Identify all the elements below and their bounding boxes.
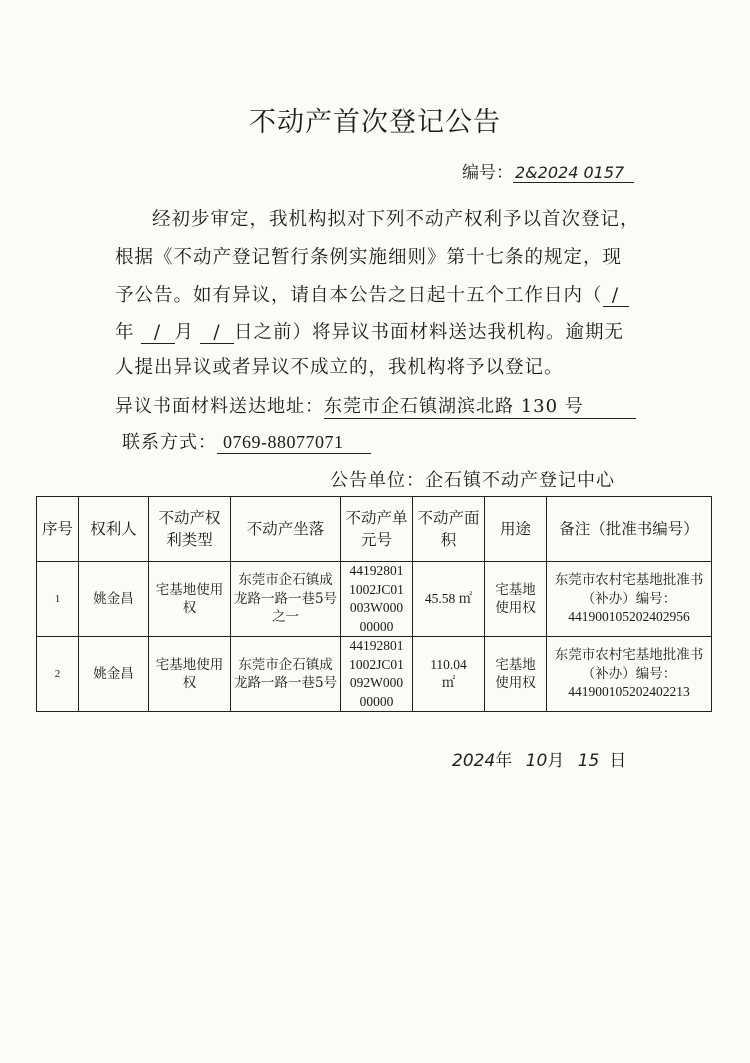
cell-seq: 1 [37, 562, 79, 637]
table-row [37, 637, 712, 712]
date-month-suffix: 月 [547, 751, 565, 771]
body-line-3 [115, 281, 629, 307]
date-day-suffix: 日 [609, 751, 627, 771]
document-number-value: 2&2024 0157 [513, 163, 634, 183]
header-area: 不动产面积 [413, 497, 485, 562]
deadline-day-blank: / [200, 322, 234, 344]
body-line-2: 根据《不动产登记暂行条例实施细则》第十七条的规定，现 [115, 247, 623, 268]
contact-label: 联系方式： [122, 432, 217, 453]
registration-table [36, 496, 712, 712]
cell-unit-no: 441928011002JC01003W00000000 [341, 562, 413, 637]
header-location: 不动产坐落 [231, 497, 341, 562]
cell-usage: 宅基地使用权 [485, 562, 547, 637]
cell-area: 45.58 ㎡ [413, 562, 485, 637]
body-line-5: 人提出异议或者异议不成立的，我机构将予以登记。 [115, 357, 564, 378]
cell-unit-no: 441928011002JC01092W00000000 [341, 637, 413, 712]
table-header-row [37, 497, 712, 562]
cell-right-type: 宅基地使用权 [149, 637, 231, 712]
header-usage: 用途 [485, 497, 547, 562]
header-seq: 序号 [37, 497, 79, 562]
cell-owner: 姚金昌 [79, 562, 149, 637]
deadline-day-suffix: 日之前）将异议书面材料送达我机构。逾期无 [234, 322, 625, 343]
date-year: 2024 [452, 751, 496, 771]
address-row [115, 392, 636, 419]
address-value: 东莞市企石镇湖滨北路 130 号 [324, 392, 636, 419]
address-label: 异议书面材料送达地址： [115, 396, 324, 417]
cell-note [547, 637, 712, 712]
deadline-month-blank: / [141, 322, 175, 344]
date-month: 10 [525, 751, 548, 771]
issuer: 公告单位：企石镇不动产登记中心 [330, 470, 615, 491]
document-number [462, 158, 634, 183]
cell-right-type: 宅基地使用权 [149, 562, 231, 637]
cell-area: 110.04 ㎡ [413, 637, 485, 712]
signature-date [452, 746, 626, 771]
header-unit-no: 不动产单元号 [341, 497, 413, 562]
note-text: 东莞市农村宅基地批准书（补办）编号： [554, 647, 704, 682]
document-number-label: 编号： [462, 163, 513, 183]
contact-row [122, 428, 371, 454]
header-note: 备注（批准书编号） [547, 497, 712, 562]
cell-location: 东莞市企石镇成龙路一路一巷5号 [231, 637, 341, 712]
body-line-1: 经初步审定，我机构拟对下列不动产权利予以首次登记， [152, 209, 640, 230]
body-line-3-text: 予公告。如有异议，请自本公告之日起十五个工作日内（ [115, 285, 603, 306]
deadline-month-suffix: 月 [174, 322, 195, 343]
deadline-year-suffix: 年 [115, 322, 135, 343]
deadline-start-blank: / [603, 285, 629, 307]
note-number: 441900105202402956 [568, 609, 690, 625]
note-number: 441900105202402213 [568, 684, 690, 700]
date-year-suffix: 年 [495, 751, 513, 771]
header-owner: 权利人 [79, 497, 149, 562]
body-line-4 [115, 318, 624, 344]
date-day: 15 [577, 751, 600, 771]
cell-note [547, 562, 712, 637]
cell-location: 东莞市企石镇成龙路一路一巷5号之一 [231, 562, 341, 637]
table-row [37, 562, 712, 637]
cell-seq: 2 [37, 637, 79, 712]
contact-value: 0769-88077071 [217, 432, 371, 454]
header-right-type: 不动产权利类型 [149, 497, 231, 562]
cell-owner: 姚金昌 [79, 637, 149, 712]
page-title: 不动产首次登记公告 [249, 107, 501, 138]
note-text: 东莞市农村宅基地批准书（补办）编号： [554, 572, 704, 607]
cell-usage: 宅基地使用权 [485, 637, 547, 712]
